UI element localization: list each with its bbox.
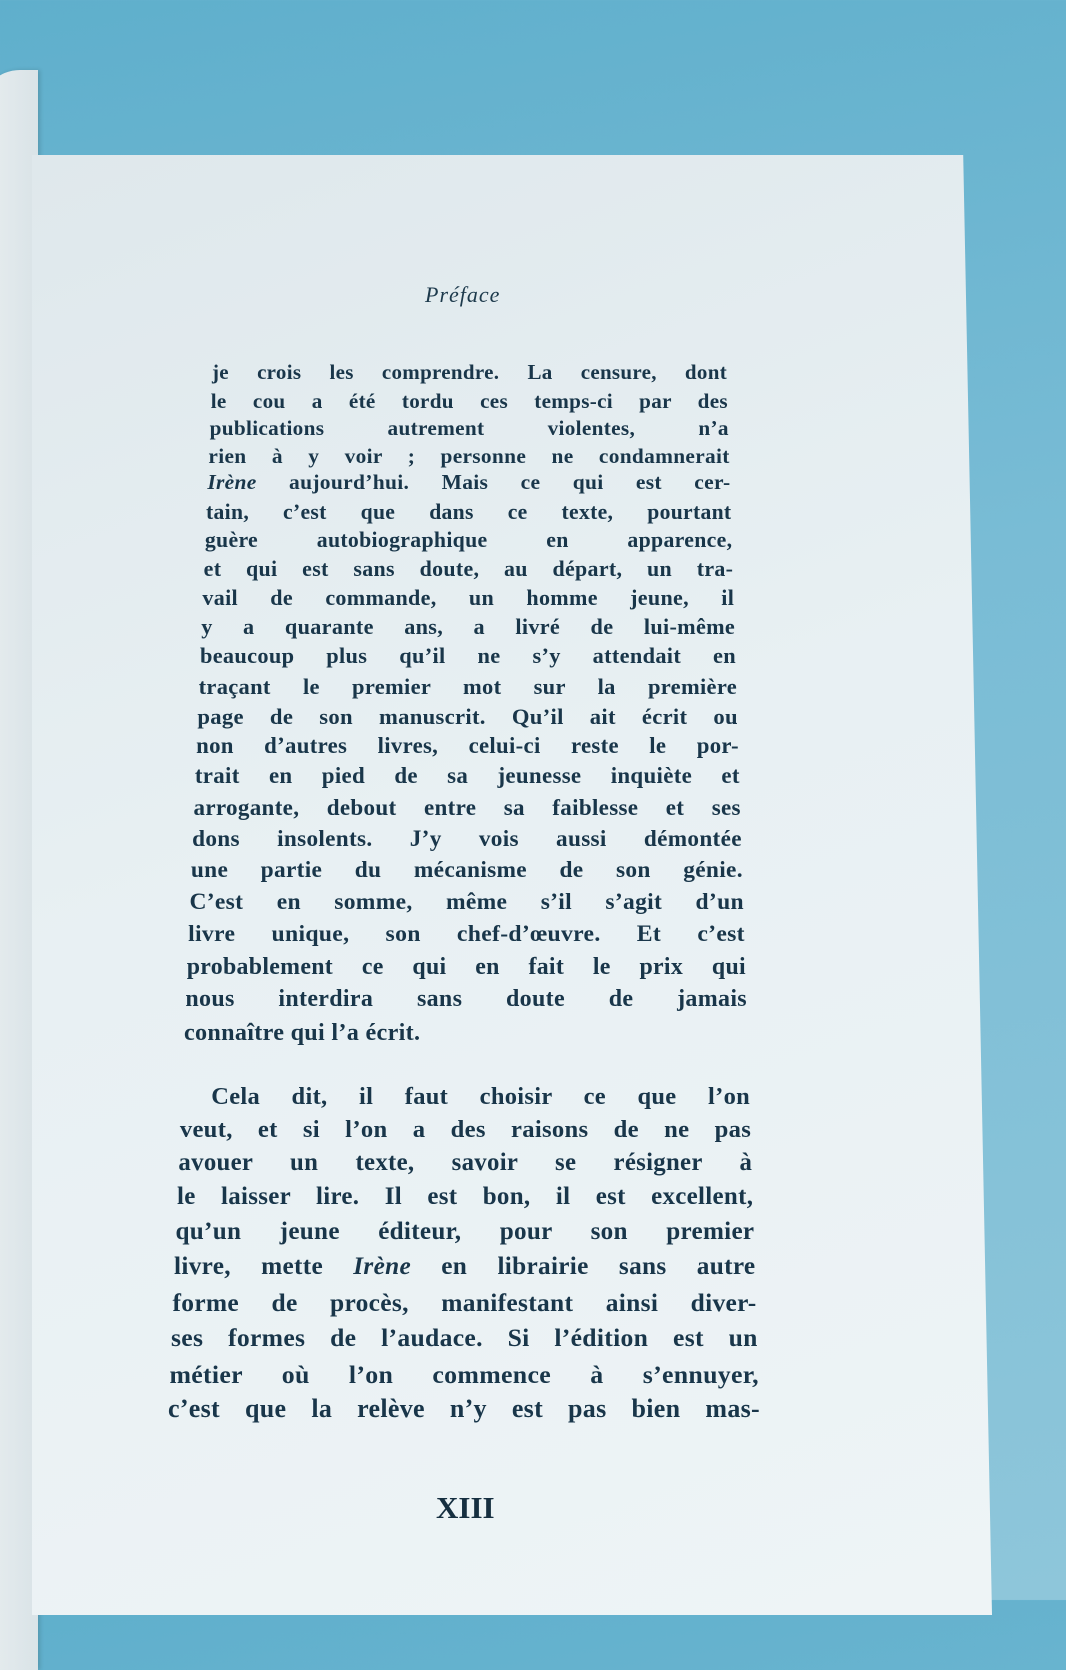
text-segment: et qui est sans doute, au départ, un tra- <box>203 556 734 581</box>
page-number: XIII <box>436 1490 495 1525</box>
text-line <box>185 986 747 1013</box>
text-segment: avouer un texte, savoir se résigner à <box>178 1149 753 1176</box>
text-line <box>205 528 733 553</box>
text-line <box>174 1252 755 1281</box>
text-line <box>199 674 737 700</box>
text-segment: tain, c’est que dans ce texte, pourtant <box>206 500 732 524</box>
text-segment: aujourd’hui. Mais ce qui est cer- <box>256 470 731 494</box>
text-line <box>195 763 740 789</box>
text-line <box>207 470 730 495</box>
text-segment: nous interdira sans doute de jamais <box>185 986 747 1012</box>
text-line <box>200 643 736 669</box>
text-segment: non d’autres livres, celui-ci reste le por- <box>196 733 739 758</box>
text-segment: métier où l’on commence à s’ennuyer, <box>169 1360 759 1389</box>
text-segment: veut, et si l’on a des raisons de ne pas <box>179 1116 752 1143</box>
text-segment: beaucoup plus qu’il ne s’y attendait en <box>199 643 737 668</box>
text-line <box>192 826 742 853</box>
text-line <box>168 1394 760 1424</box>
text-line <box>175 1218 754 1246</box>
text-line <box>206 500 731 525</box>
text-segment: forme de procès, manifestant ainsi diver- <box>172 1288 757 1317</box>
italic-title: Irène <box>353 1252 411 1280</box>
text-segment: probablement ce qui en fait le prix qui <box>186 954 746 980</box>
text-segment: traçant le premier mot sur la première <box>198 674 737 699</box>
text-line <box>191 857 743 884</box>
text-segment: vail de commande, un homme jeune, il <box>202 585 735 610</box>
text-line <box>184 1019 420 1047</box>
text-segment: page de son manuscrit. Qu’il ait écrit ou <box>197 704 738 729</box>
text-line <box>204 556 734 582</box>
text-segment: qu’un jeune éditeur, pour son premier <box>175 1218 755 1245</box>
text-segment: connaître qui l’a écrit. <box>183 1019 421 1046</box>
text-segment: rien à y voir ; personne ne condamnerait <box>208 444 730 468</box>
text-line <box>180 1116 751 1144</box>
text-segment: ses formes de l’audace. Si l’édition est un <box>171 1323 758 1352</box>
text-line <box>171 1323 758 1353</box>
text-line <box>211 389 728 414</box>
italic-title: Irène <box>207 470 257 494</box>
text-segment: y a quarante ans, a livré de lui-même <box>201 614 736 639</box>
text-segment: livre, mette <box>174 1252 354 1280</box>
text-line <box>211 1083 750 1111</box>
text-line <box>173 1288 757 1318</box>
text-line <box>194 794 741 821</box>
text-line <box>202 585 734 611</box>
text-line <box>210 416 729 441</box>
running-header: Préface <box>425 282 501 307</box>
text-segment: C’est en somme, même s’il s’agit d’un <box>189 889 744 915</box>
text-line <box>178 1149 752 1177</box>
text-segment: arrogante, debout entre sa faiblesse et ses <box>193 794 741 820</box>
text-line <box>197 704 738 730</box>
text-segment: c’est que la relève n’y est pas bien mas- <box>168 1394 760 1423</box>
text-line <box>201 614 735 640</box>
text-segment: le cou a été tordu ces temps-ci par des <box>210 389 728 413</box>
text-segment: trait en pied de sa jeunesse inquiète et <box>194 763 740 788</box>
text-segment: une partie du mécanisme de son génie. <box>190 857 743 883</box>
text-line <box>188 921 745 948</box>
text-segment: Cela dit, il faut choisir ce que l’on <box>211 1083 751 1110</box>
text-segment: en librairie sans autre <box>411 1252 756 1280</box>
text-segment: livre unique, son chef-d’œuvre. Et c’est <box>188 921 745 947</box>
text-segment: publications autrement violentes, n’a <box>209 416 729 440</box>
text-segment: dons insolents. J’y vois aussi démontée <box>192 826 742 852</box>
text-line <box>196 733 739 759</box>
text-line <box>189 889 743 916</box>
text-line <box>187 954 746 981</box>
text-segment: le laisser lire. Il est bon, il est excellent, <box>176 1183 754 1210</box>
text-segment: guère autobiographique en apparence, <box>204 528 733 552</box>
text-line <box>208 444 729 469</box>
text-segment: je crois les comprendre. La censure, dont <box>212 360 727 384</box>
text-line <box>212 360 727 385</box>
text-line <box>169 1360 758 1390</box>
text-line <box>177 1183 753 1211</box>
